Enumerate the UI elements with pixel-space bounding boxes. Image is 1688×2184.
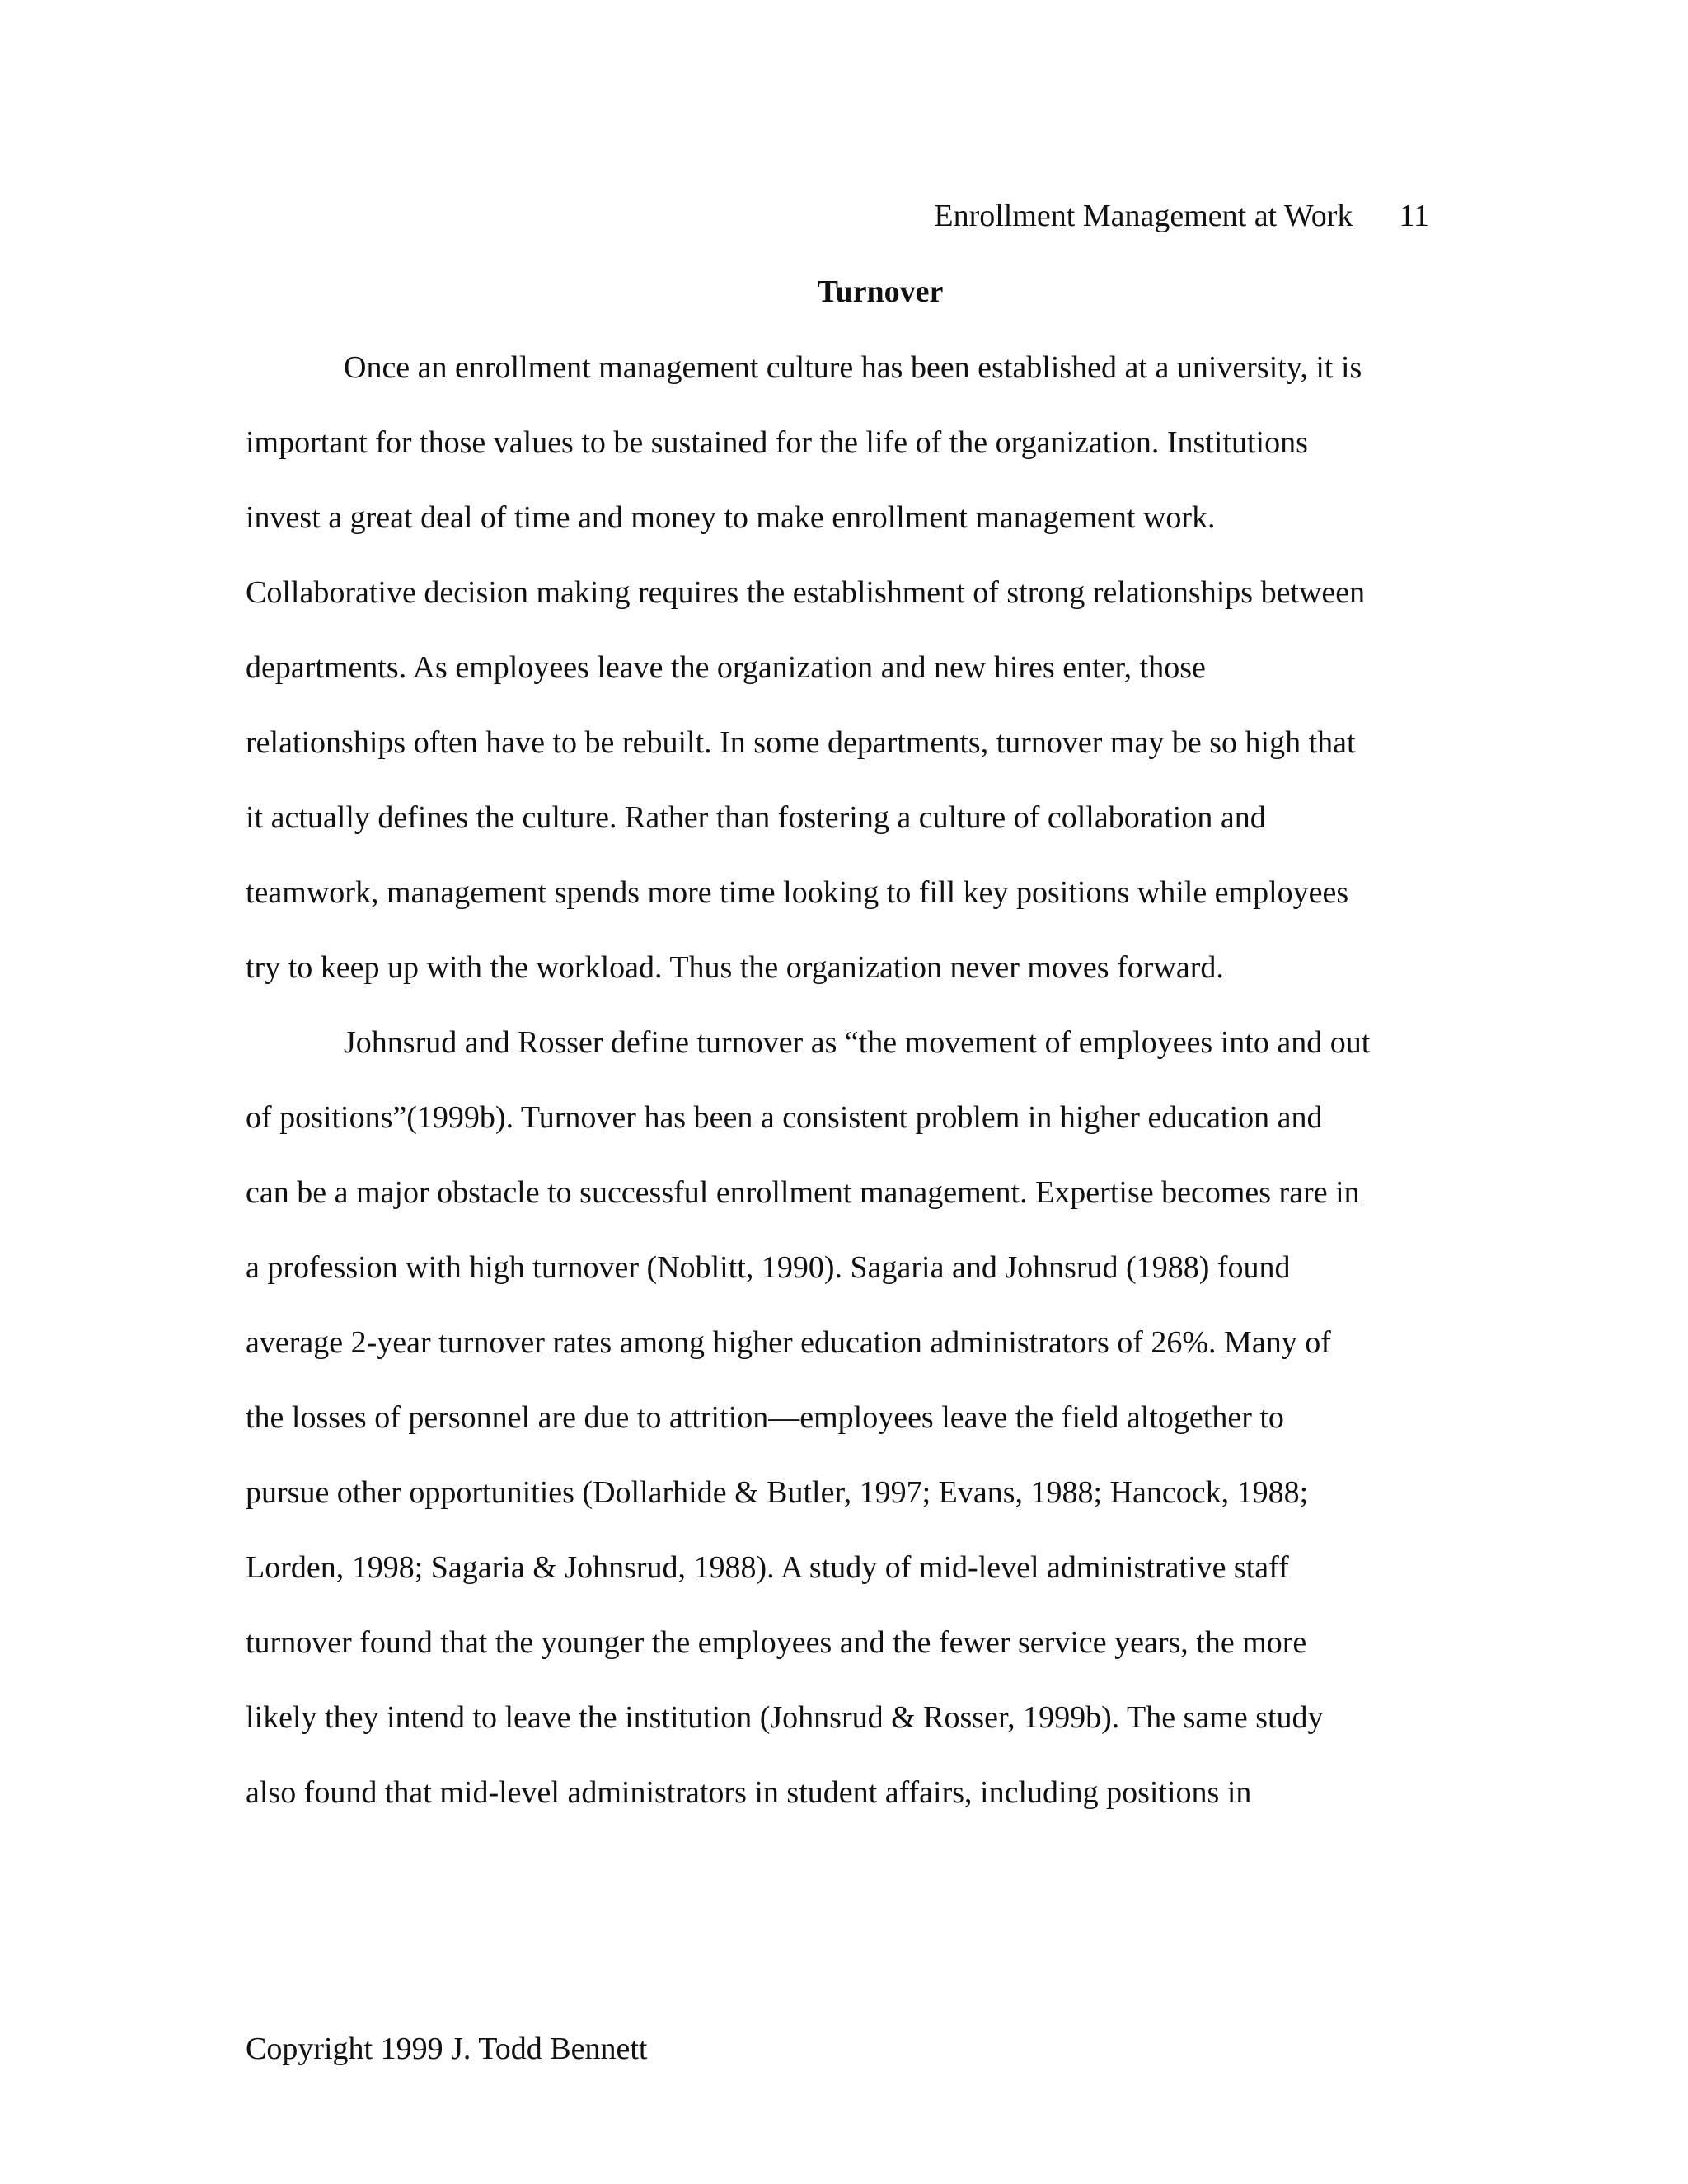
paragraph-line: the losses of personnel are due to attrition—employees leave the field altogether to (246, 1400, 1284, 1435)
copyright-footer: Copyright 1999 J. Todd Bennett (246, 2032, 648, 2066)
page-number: 11 (1399, 199, 1429, 233)
paragraph-line: Once an enrollment management culture has been established at a university, it is (344, 350, 1362, 385)
paragraph-line: also found that mid-level administrators in student affairs, including positions in (246, 1775, 1252, 1810)
paragraph-line: teamwork, management spends more time looking to fill key positions while employees (246, 875, 1349, 910)
paragraph-line: departments. As employees leave the organization and new hires enter, those (246, 650, 1206, 685)
paragraph-line: turnover found that the younger the employees and the fewer service years, the more (246, 1625, 1307, 1660)
running-head-title: Enrollment Management at Work (934, 199, 1353, 233)
running-head (890, 193, 1429, 239)
paragraph-line: try to keep up with the workload. Thus the organization never moves forward. (246, 950, 1224, 985)
paragraph-line: pursue other opportunities (Dollarhide & Butler, 1997; Evans, 1988; Hancock, 1988; (246, 1475, 1309, 1510)
paragraph-line: average 2-year turnover rates among higher education administrators of 26%. Many of (246, 1325, 1331, 1360)
paragraph-line: important for those values to be sustained for the life of the organization. Institutions (246, 425, 1308, 460)
paragraph-line: a profession with high turnover (Noblitt, 1990). Sagaria and Johnsrud (1988) found (246, 1250, 1291, 1285)
paragraph-line: relationships often have to be rebuilt. In some departments, turnover may be so high that (246, 725, 1356, 760)
paragraph-line: Collaborative decision making requires the establishment of strong relationships between (246, 575, 1366, 610)
paragraph-line: Lorden, 1998; Sagaria & Johnsrud, 1988). A study of mid-level administrative staff (246, 1550, 1289, 1585)
paragraph-line: Johnsrud and Rosser define turnover as “the movement of employees into and out (344, 1025, 1371, 1060)
section-heading: Turnover (817, 274, 944, 309)
paragraph-line: it actually defines the culture. Rather than fostering a culture of collaboration and (246, 800, 1266, 835)
paragraph-line: invest a great deal of time and money to make enrollment management work. (246, 500, 1216, 535)
paragraph-line: of positions”(1999b). Turnover has been a consistent problem in higher education and (246, 1100, 1323, 1135)
paragraph-line: likely they intend to leave the institution (Johnsrud & Rosser, 1999b). The same study (246, 1700, 1324, 1735)
paragraph-line: can be a major obstacle to successful enrollment management. Expertise becomes rare in (246, 1175, 1360, 1210)
